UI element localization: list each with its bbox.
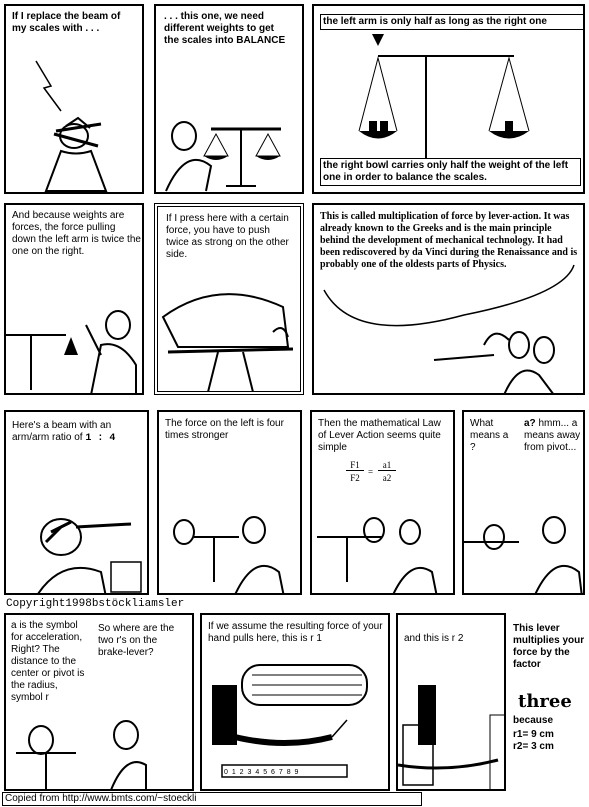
panel-3-3	[310, 410, 455, 595]
caption-2-1: And because weights are forces, the force pulling down the left arm is twice the one on the right.	[12, 210, 141, 257]
answer-a-lead: a?	[524, 418, 536, 429]
woman-with-scales-drawing	[156, 6, 304, 194]
caption-3-2: The force on the left is four times stronger	[165, 418, 284, 441]
question-a: What means a ?	[470, 418, 509, 453]
formula-a2: a2	[382, 473, 392, 483]
brake-lever-drawing	[202, 615, 390, 791]
caption-3-1-text: Here's a beam with an arm/arm ratio of	[12, 420, 112, 443]
panel-4-4	[510, 613, 587, 791]
r2-value: r2= 3 cm	[513, 741, 554, 752]
factor-three: three	[518, 691, 572, 712]
man-pointing-drawing	[6, 205, 144, 395]
caption-1-2: . . . this one, we need different weights to get the scales into BALANCE	[164, 11, 286, 46]
caption-2-2: If I press here with a certain force, you have to push twice as strong on the other side.	[166, 213, 289, 260]
woman-and-man-scales-drawing-2	[312, 412, 455, 595]
panel-1-2	[154, 4, 304, 194]
caption-1-3-bottom: the right bowl carries only half the weight of the left one in order to balance the scales.	[320, 158, 581, 186]
answer-a-text: hmm... a means away from pivot...	[524, 418, 581, 453]
caption-1-3-top: the left arm is only half as long as the right one	[320, 14, 585, 30]
panel-3-1	[4, 410, 149, 595]
formula-f1: F1	[346, 460, 364, 471]
two-men-pointing-drawing	[314, 205, 585, 395]
formula-a1: a1	[378, 460, 396, 471]
caption-4-3: and this is r 2	[404, 633, 464, 644]
man-with-beam-drawing	[6, 412, 149, 595]
two-people-talking-drawing	[464, 412, 585, 595]
panel-4-2	[200, 613, 390, 791]
because-label: because	[513, 715, 554, 726]
r1-value: r1= 9 cm	[513, 729, 554, 740]
ruler-numbers: 0 1 2 3 4 5 6 7 8 9	[224, 769, 300, 776]
question-4-1: So where are the two r's on the brake-lever?	[98, 623, 175, 658]
caption-1-1: If I replace the beam of my scales with . . .	[12, 11, 121, 34]
caption-4-2: If we assume the resulting force of your hand pulls here, this is r 1	[208, 621, 383, 644]
two-kids-drawing	[6, 615, 194, 791]
ratio-label: 1 : 4	[85, 433, 116, 444]
panel-2-2	[154, 203, 304, 395]
panel-4-3	[396, 613, 506, 791]
hand-pressing-drawing	[158, 207, 304, 395]
panel-4-1	[4, 613, 194, 791]
scientist-drawing	[6, 6, 144, 194]
caption-3-3: Then the mathematical Law of Lever Action seems quite simple	[318, 418, 441, 453]
formula-f2: F2	[350, 473, 360, 483]
panel-2-1	[4, 203, 144, 395]
formula-eq: =	[368, 467, 374, 477]
caption-2-3: This is called multiplication of force by lever-action. It was already known to the Greeks and is the main principle behind the development of mechanical technology. It had been rediscovered by da Vinci during the Renaissance and is probably one of the oldests parts of Physics.	[320, 211, 578, 270]
copyright-line: Copyright1998bstöckliamsler	[6, 598, 185, 610]
panel-3-2	[157, 410, 302, 595]
panel-3-4	[462, 410, 585, 595]
panel-2-3	[312, 203, 585, 395]
source-footer: Copied from http://www.bmts.com/~stoeckli	[2, 792, 422, 806]
panel-1-1	[4, 4, 144, 194]
caption-4-1: a is the symbol for acceleration, Right? The distance to the center or pivot is the radius, symbol r	[11, 620, 85, 703]
caption-4-4: This lever multiplies your force by the factor	[513, 623, 585, 670]
panel-1-3	[312, 4, 585, 194]
brake-lever-closeup-drawing	[398, 615, 506, 791]
woman-and-man-scales-drawing	[159, 412, 302, 595]
